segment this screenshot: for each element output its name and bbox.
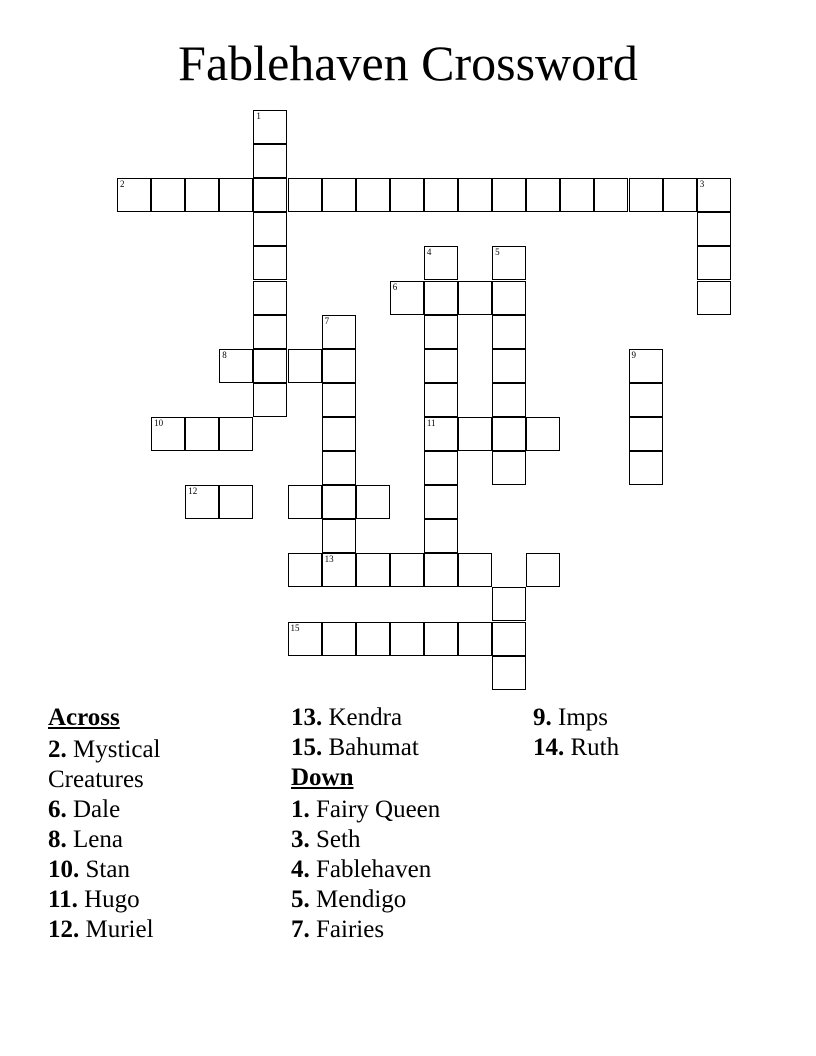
- clue-text: Lena: [73, 826, 123, 853]
- cell-number: 13: [324, 554, 334, 565]
- grid-cell[interactable]: [424, 519, 458, 553]
- cell-number: 1: [256, 111, 261, 121]
- cell-number: 7: [324, 315, 330, 326]
- page-title: Fablehaven Crossword: [178, 35, 638, 91]
- grid-cell[interactable]: [629, 349, 663, 383]
- grid-cell[interactable]: [424, 281, 458, 315]
- clue-text: Stan: [85, 856, 130, 883]
- grid-cell[interactable]: [492, 417, 526, 451]
- grid-cell[interactable]: [458, 622, 492, 656]
- grid-cell[interactable]: [253, 281, 287, 315]
- cell-number: 6: [392, 281, 398, 292]
- grid-cell[interactable]: [253, 212, 287, 246]
- across-clue-12[interactable]: [48, 915, 278, 945]
- grid-cell[interactable]: [424, 315, 458, 349]
- grid-cell[interactable]: [219, 485, 253, 519]
- down-clue-9[interactable]: [533, 703, 763, 733]
- clue-column-2: [291, 703, 521, 945]
- cell-number: 11: [426, 417, 436, 428]
- grid-cell[interactable]: [629, 383, 663, 417]
- across-clue-2[interactable]: [48, 735, 278, 765]
- grid-cell[interactable]: [356, 553, 390, 587]
- grid-cell[interactable]: [424, 349, 458, 383]
- grid-cell[interactable]: [288, 553, 322, 587]
- grid-cell[interactable]: [219, 417, 253, 451]
- clue-text: Mystical: [73, 736, 161, 763]
- grid-cell[interactable]: [322, 349, 356, 383]
- grid-cell[interactable]: [424, 417, 458, 451]
- grid-cell[interactable]: [424, 622, 458, 656]
- grid-cell[interactable]: [288, 622, 322, 656]
- clue-text: Muriel: [85, 916, 154, 943]
- across-heading: Across: [48, 704, 120, 731]
- grid-cell[interactable]: [322, 383, 356, 417]
- grid-cell[interactable]: [424, 246, 458, 280]
- grid-cell[interactable]: [390, 178, 424, 212]
- cell-number: 4: [426, 247, 432, 258]
- grid-cell[interactable]: [697, 281, 731, 315]
- grid-cell[interactable]: [322, 417, 356, 451]
- cell-number: 15: [290, 622, 300, 633]
- grid-cell[interactable]: [458, 553, 492, 587]
- clue-number: 2.: [48, 736, 67, 763]
- across-clue-8[interactable]: [48, 825, 278, 855]
- grid-cell[interactable]: [185, 485, 219, 519]
- grid-cell[interactable]: [629, 178, 663, 212]
- grid-cell[interactable]: [424, 451, 458, 485]
- grid-cell[interactable]: [356, 622, 390, 656]
- grid-cell[interactable]: [219, 349, 253, 383]
- grid-cell[interactable]: [424, 485, 458, 519]
- clue-number: 9.: [533, 704, 552, 731]
- clue-text: Kendra: [328, 704, 403, 731]
- grid-cell[interactable]: [253, 383, 287, 417]
- grid-cell[interactable]: [663, 178, 697, 212]
- grid-cell[interactable]: [322, 451, 356, 485]
- grid-cell[interactable]: [458, 417, 492, 451]
- grid-cell[interactable]: [322, 315, 356, 349]
- clue-number: 14.: [533, 734, 565, 761]
- clue-number: 6.: [48, 796, 67, 823]
- grid-cell[interactable]: [253, 144, 287, 178]
- grid-cell[interactable]: [424, 553, 458, 587]
- grid-cell[interactable]: [288, 178, 322, 212]
- grid-cell[interactable]: [458, 281, 492, 315]
- grid-cell[interactable]: [492, 622, 526, 656]
- down-heading: Down: [291, 764, 354, 791]
- grid-cell[interactable]: [288, 349, 322, 383]
- cell-number: 3: [699, 179, 705, 190]
- grid-cell[interactable]: [253, 246, 287, 280]
- grid-cell[interactable]: [526, 417, 560, 451]
- cell-number: 10: [154, 417, 164, 428]
- clue-text: Fairy Queen: [316, 796, 441, 823]
- grid-cell[interactable]: [492, 656, 526, 690]
- clue-number: 8.: [48, 826, 67, 853]
- across-clue-6[interactable]: [48, 795, 278, 825]
- grid-cell[interactable]: [492, 315, 526, 349]
- grid-cell[interactable]: [629, 451, 663, 485]
- cell-number: 9: [631, 349, 636, 360]
- grid-cell[interactable]: [185, 417, 219, 451]
- grid-cell[interactable]: [492, 281, 526, 315]
- clue-text: Fairies: [316, 916, 385, 943]
- cell-number: 8: [222, 349, 227, 360]
- clue-column-1: [48, 703, 278, 945]
- clue-text: Bahumat: [328, 734, 419, 761]
- grid-cell[interactable]: [492, 349, 526, 383]
- clue-column-3: [533, 703, 763, 763]
- grid-cell[interactable]: [697, 212, 731, 246]
- grid-cell[interactable]: [697, 178, 731, 212]
- clue-number: 4.: [291, 856, 310, 883]
- grid-cell[interactable]: [492, 451, 526, 485]
- down-clue-1[interactable]: [291, 795, 521, 825]
- grid-cell[interactable]: [288, 485, 322, 519]
- grid-cell[interactable]: [560, 178, 594, 212]
- grid-cell[interactable]: [117, 178, 151, 212]
- grid-cell[interactable]: [424, 178, 458, 212]
- down-clue-7[interactable]: [291, 915, 521, 945]
- grid-cell[interactable]: [492, 178, 526, 212]
- clue-number: 7.: [291, 916, 310, 943]
- grid-cell[interactable]: [390, 622, 424, 656]
- clue-number: 1.: [291, 796, 310, 823]
- cell-number: 12: [188, 486, 198, 497]
- cell-number: 5: [495, 247, 500, 258]
- grid-cell[interactable]: [322, 553, 356, 587]
- grid-cell[interactable]: [458, 178, 492, 212]
- clue-number: 3.: [291, 826, 310, 853]
- grid-cell[interactable]: [219, 178, 253, 212]
- down-clue-3[interactable]: [291, 825, 521, 855]
- clue-text: Mendigo: [316, 886, 407, 913]
- grid-cell[interactable]: [492, 383, 526, 417]
- clue-text: Hugo: [84, 886, 140, 913]
- grid-cell[interactable]: [253, 315, 287, 349]
- clue-text: Creatures: [48, 766, 144, 793]
- clue-text: Seth: [316, 826, 361, 853]
- grid-cell[interactable]: [492, 246, 526, 280]
- grid-cell[interactable]: [322, 519, 356, 553]
- grid-cell[interactable]: [390, 553, 424, 587]
- clue-text: Fablehaven: [316, 856, 432, 883]
- clue-text: Ruth: [570, 734, 620, 761]
- grid-cell[interactable]: [526, 553, 560, 587]
- clue-text: Imps: [558, 704, 608, 731]
- grid-cell[interactable]: [253, 110, 287, 144]
- across-clue-15[interactable]: [291, 733, 521, 763]
- grid-cell[interactable]: [629, 417, 663, 451]
- across-clue-10[interactable]: [48, 855, 278, 885]
- across-clue-11[interactable]: [48, 885, 278, 915]
- grid-cell[interactable]: [185, 178, 219, 212]
- down-clue-14[interactable]: [533, 733, 763, 763]
- grid-cell[interactable]: [424, 383, 458, 417]
- grid-cell[interactable]: [253, 178, 287, 212]
- grid-cell[interactable]: [151, 417, 185, 451]
- grid-cell[interactable]: [356, 178, 390, 212]
- grid-cell[interactable]: [151, 178, 185, 212]
- down-clue-5[interactable]: [291, 885, 521, 915]
- cell-number: 2: [120, 179, 125, 190]
- clue-number: 11.: [48, 886, 78, 913]
- across-clue-13[interactable]: [291, 703, 521, 733]
- across-clue-2-cont: [48, 765, 278, 795]
- grid-cell[interactable]: [356, 485, 390, 519]
- grid-cell[interactable]: [390, 281, 424, 315]
- clue-number: 5.: [291, 886, 310, 913]
- grid-cell[interactable]: [492, 587, 526, 621]
- down-clue-4[interactable]: [291, 855, 521, 885]
- grid-cell[interactable]: [322, 485, 356, 519]
- grid-cell[interactable]: [526, 178, 560, 212]
- grid-cell[interactable]: [697, 246, 731, 280]
- clue-number: 10.: [48, 856, 80, 883]
- grid-cell[interactable]: [253, 349, 287, 383]
- clue-number: 12.: [48, 916, 80, 943]
- clue-number: 15.: [291, 734, 323, 761]
- grid-cell[interactable]: [322, 178, 356, 212]
- clue-text: Dale: [73, 796, 121, 823]
- grid-cell[interactable]: [594, 178, 628, 212]
- grid-cell[interactable]: [322, 622, 356, 656]
- clue-number: 13.: [291, 704, 323, 731]
